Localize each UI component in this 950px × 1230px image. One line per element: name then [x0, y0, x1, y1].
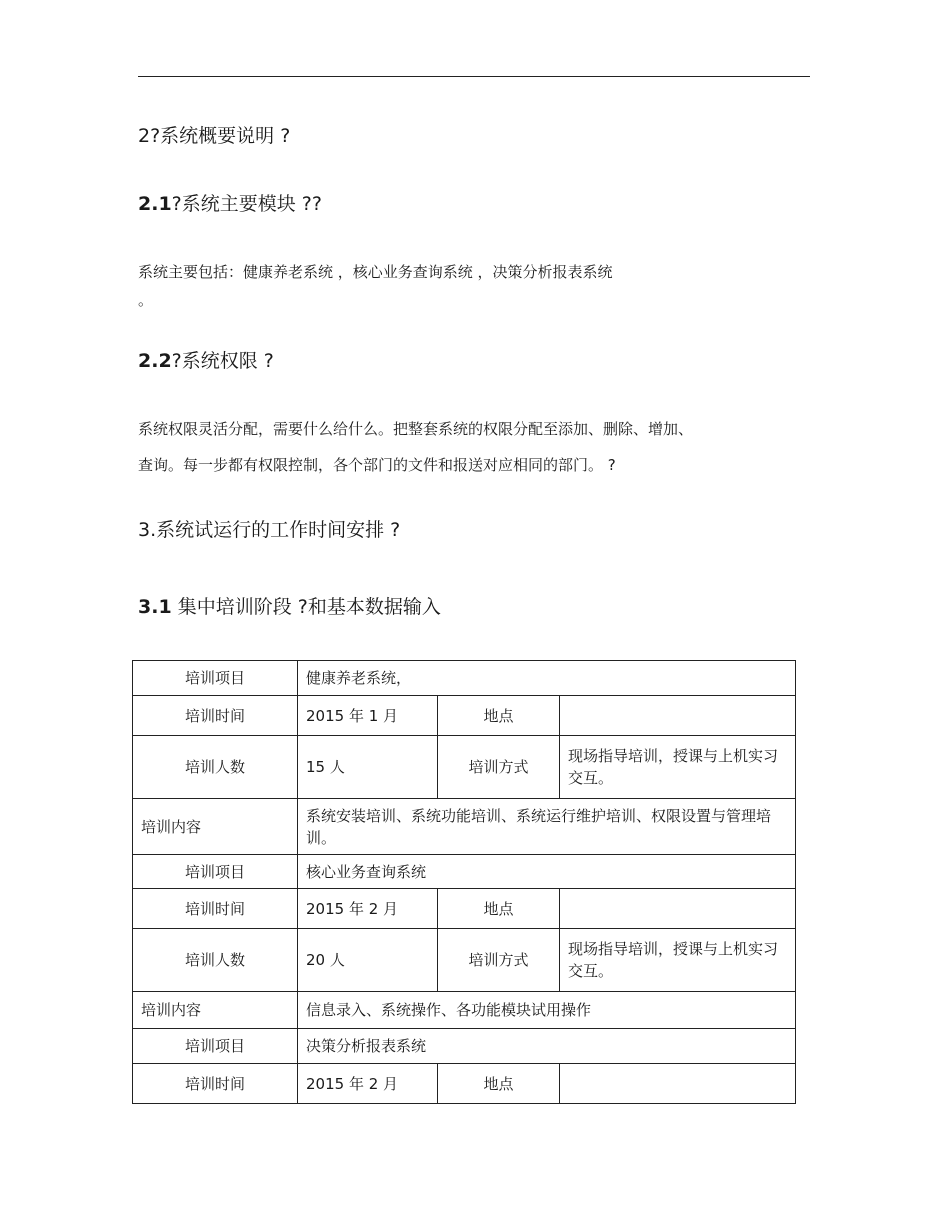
- location-value: [560, 889, 796, 929]
- content-value: 信息录入、系统操作、各功能模块试用操作: [298, 992, 796, 1029]
- project-value: 核心业务查询系统: [298, 855, 796, 889]
- content-label: 培训内容: [133, 799, 298, 855]
- location-label: 地点: [438, 889, 560, 929]
- project-value: 健康养老系统，: [298, 661, 796, 696]
- method-value: 现场指导培训，授课与上机实习交互。: [560, 929, 796, 992]
- section-title: ?系统权限 ?: [171, 350, 274, 372]
- time-value: 2015 年 2 月: [298, 889, 438, 929]
- section-number: 2: [138, 125, 151, 147]
- section-number: 2.1: [138, 193, 172, 215]
- section-2-heading: [138, 121, 290, 148]
- people-label: 培训人数: [133, 929, 298, 992]
- project-label: 培训项目: [133, 1029, 298, 1064]
- permission-paragraph-line-2: 查询。每一步都有权限控制，各个部门的文件和报送对应相同的部门。 ?: [138, 456, 616, 474]
- time-value: 2015 年 2 月: [298, 1064, 438, 1104]
- section-number: 2.2: [138, 350, 172, 372]
- method-label: 培训方式: [438, 736, 560, 799]
- table-row: [133, 855, 796, 889]
- table-row: [133, 992, 796, 1029]
- people-label: 培训人数: [133, 736, 298, 799]
- time-label: 培训时间: [133, 889, 298, 929]
- content-value: 系统安装培训、系统功能培训、系统运行维护培训、权限设置与管理培训。: [298, 799, 796, 855]
- modules-paragraph-line-1: 系统主要包括：健康养老系统 ，核心业务查询系统 ，决策分析报表系统: [138, 263, 613, 281]
- people-value: 15 人: [298, 736, 438, 799]
- section-3-heading: [138, 515, 400, 542]
- project-value: 决策分析报表系统: [298, 1029, 796, 1064]
- time-label: 培训时间: [133, 1064, 298, 1104]
- location-label: 地点: [438, 696, 560, 736]
- table-row: [133, 696, 796, 736]
- time-value: 2015 年 1 月: [298, 696, 438, 736]
- section-title: ?系统概要说明 ?: [150, 125, 291, 147]
- content-label: 培训内容: [133, 992, 298, 1029]
- header-rule: [138, 76, 810, 77]
- method-label: 培训方式: [438, 929, 560, 992]
- location-value: [560, 696, 796, 736]
- project-label: 培训项目: [133, 855, 298, 889]
- table-row: [133, 661, 796, 696]
- people-value: 20 人: [298, 929, 438, 992]
- section-title: 系统试运行的工作时间安排 ?: [156, 519, 401, 541]
- table-row: [133, 889, 796, 929]
- table-row: [133, 929, 796, 992]
- table-row: [133, 799, 796, 855]
- training-schedule-table: [132, 660, 796, 1104]
- project-label: 培训项目: [133, 661, 298, 696]
- table-row: [133, 736, 796, 799]
- section-title: ?系统主要模块 ??: [171, 193, 322, 215]
- section-number: 3.1: [138, 596, 172, 618]
- section-2-1-heading: [138, 189, 322, 216]
- section-3-1-heading: [138, 592, 441, 619]
- time-label: 培训时间: [133, 696, 298, 736]
- table-row: [133, 1064, 796, 1104]
- permission-paragraph-line-1: 系统权限灵活分配，需要什么给什么。把整套系统的权限分配至添加、删除、增加、: [138, 420, 694, 438]
- location-label: 地点: [438, 1064, 560, 1104]
- method-value: 现场指导培训，授课与上机实习交互。: [560, 736, 796, 799]
- modules-paragraph-line-2: 。: [138, 291, 154, 309]
- section-number: 3.: [138, 519, 157, 541]
- table-row: [133, 1029, 796, 1064]
- section-2-2-heading: [138, 346, 274, 373]
- section-title: 集中培训阶段 ?和基本数据输入: [171, 596, 441, 618]
- location-value: [560, 1064, 796, 1104]
